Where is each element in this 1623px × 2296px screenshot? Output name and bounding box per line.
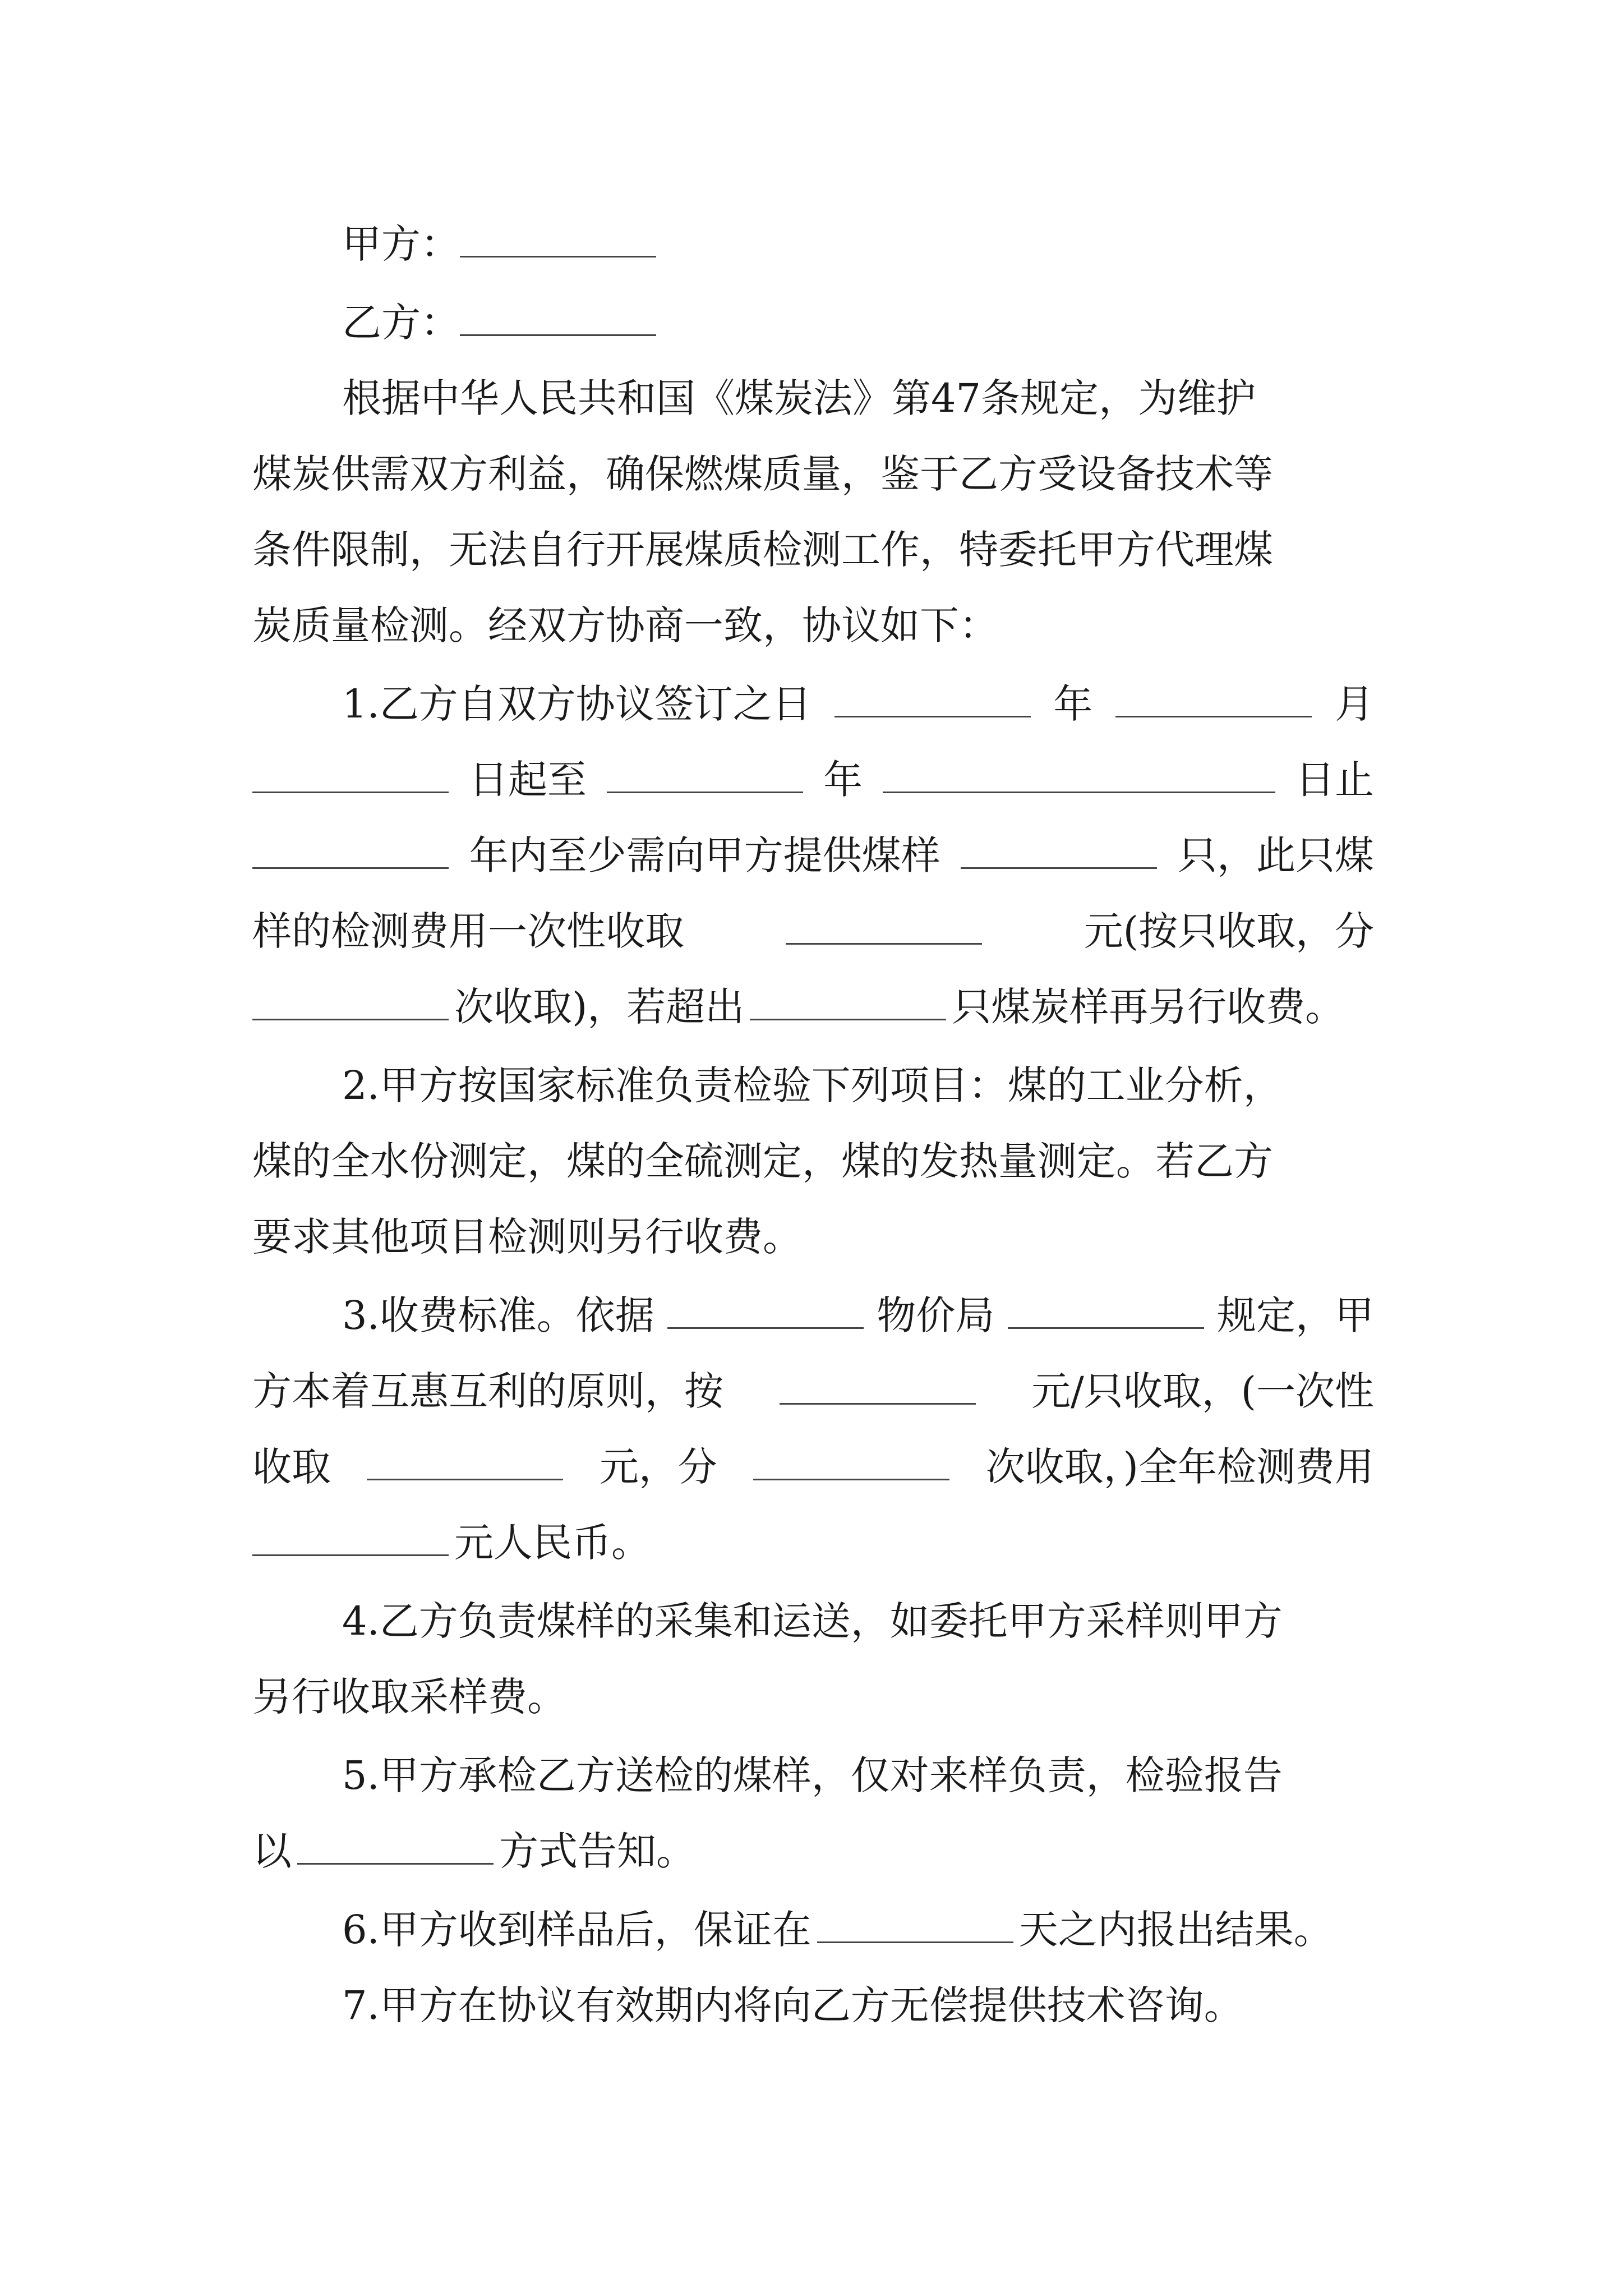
clause-5-text-a: 以 [252, 1828, 292, 1874]
clause-7-line-1 [342, 1969, 1374, 2042]
clause-1-text-c: 月 [1334, 681, 1374, 727]
clause-2-text-2: 煤的全水份测定，煤的全硫测定，煤的发热量测定。若乙方 [252, 1138, 1273, 1184]
clause-1-text-j: 元(按只收取，分 [1083, 908, 1374, 954]
party-b-label: 乙方： [342, 300, 460, 346]
installment-times-blank[interactable] [753, 1476, 949, 1480]
intro-text-3: 条件限制，无法自行开展煤质检测工作，特委托甲方代理煤 [252, 527, 1273, 573]
regulation-blank[interactable] [1008, 1325, 1204, 1329]
clause-2-text-3: 要求其他项目检测则另行收费。 [252, 1214, 802, 1260]
installments-blank[interactable] [252, 1016, 449, 1020]
intro-line-3 [252, 513, 1374, 586]
clause-5-text-b: 方式告知。 [499, 1828, 695, 1874]
sign-day-blank[interactable] [252, 789, 449, 793]
clause-1-text-i: 样的检测费用一次性收取 [252, 908, 684, 954]
clause-1-line-2 [252, 743, 1374, 816]
clause-4-line-1 [342, 1585, 1374, 1658]
report-method-blank[interactable] [297, 1861, 494, 1865]
clause-6-text-b: 天之内报出结果。 [1018, 1907, 1333, 1953]
clause-2-text-1: 2.甲方按国家标准负责检验下列项目：煤的工业分析， [342, 1062, 1283, 1108]
intro-text-4: 炭质量检测。经双方协商一致，协议如下： [252, 602, 998, 648]
clause-1-text-k: 次收取)，若超出 [454, 984, 745, 1030]
report-days-blank[interactable] [817, 1939, 1013, 1943]
clause-3-text-d: 方本着互惠互利的原则，按 [252, 1368, 723, 1414]
annual-fee-blank[interactable] [252, 1552, 449, 1556]
clause-5-line-1 [342, 1739, 1374, 1812]
clause-2-line-1 [342, 1049, 1374, 1122]
clause-1-text-g: 年内至少需向甲方提供煤样 [469, 832, 940, 878]
clause-3-text-f: 收取 [252, 1444, 331, 1490]
clause-5-line-2 [252, 1815, 1374, 1888]
clause-3-text-b: 物价局 [877, 1292, 995, 1338]
intro-line-4 [252, 589, 1374, 662]
clause-4-text-2: 另行收取采样费。 [252, 1674, 566, 1720]
clause-1-text-b: 年 [1053, 681, 1093, 727]
party-a-label: 甲方： [342, 221, 460, 267]
party-b-blank[interactable] [460, 332, 656, 336]
clause-1-line-1 [342, 668, 1374, 740]
clause-4-line-2 [252, 1660, 1374, 1733]
clause-3-text-e: 元/只收取，(一次性 [1031, 1368, 1374, 1414]
clause-3-text-c: 规定，甲 [1216, 1292, 1374, 1338]
clause-3-text-g: 元，分 [599, 1444, 717, 1490]
clause-3-line-1 [342, 1279, 1374, 1352]
clause-1-text-l: 只煤炭样再另行收费。 [952, 984, 1345, 1030]
end-year-blank[interactable] [607, 789, 803, 793]
clause-1-text-a: 1.乙方自双方协议签订之日 [342, 681, 811, 727]
intro-text-1: 根据中华人民共和国《煤炭法》第47条规定，为维护 [342, 375, 1256, 421]
clause-1-text-d: 日起至 [469, 757, 587, 803]
party-b-line [342, 286, 1374, 359]
sign-month-blank[interactable] [1115, 714, 1312, 717]
clause-6-line-1 [342, 1893, 1374, 1966]
clause-7-text-1: 7.甲方在协议有效期内将向乙方无偿提供技术咨询。 [342, 1982, 1243, 2028]
clause-6-text-a: 6.甲方收到样品后，保证在 [342, 1907, 811, 1953]
sign-year-blank[interactable] [834, 714, 1031, 717]
clause-3-text-i: 元人民币。 [454, 1520, 651, 1566]
exceed-count-blank[interactable] [750, 1016, 946, 1020]
lump-sum-fee-blank[interactable] [786, 941, 982, 945]
unit-price-blank[interactable] [780, 1401, 976, 1405]
intro-line-2 [252, 438, 1374, 510]
clause-1-line-3 [252, 819, 1374, 892]
sample-count-blank[interactable] [961, 865, 1157, 869]
party-a-line [342, 208, 1374, 280]
clause-3-text-a: 3.收费标准。依据 [342, 1292, 654, 1338]
end-date-blank[interactable] [883, 789, 1275, 793]
clause-1-line-5 [252, 970, 1374, 1043]
clause-3-line-3 [252, 1430, 1374, 1503]
intro-text-2: 煤炭供需双方利益，确保燃煤质量，鉴于乙方受设备技术等 [252, 451, 1273, 497]
party-a-blank[interactable] [460, 254, 656, 257]
period-years-blank[interactable] [252, 865, 449, 869]
price-bureau-blank[interactable] [667, 1325, 864, 1329]
clause-3-text-h: 次收取，)全年检测费用 [985, 1444, 1374, 1490]
clause-1-line-4 [252, 895, 1374, 968]
clause-3-line-2 [252, 1355, 1374, 1428]
one-time-amount-blank[interactable] [367, 1476, 563, 1480]
clause-1-text-e: 年 [823, 757, 863, 803]
clause-2-line-3 [252, 1200, 1374, 1273]
clause-1-text-h: 只，此只煤 [1177, 832, 1374, 878]
clause-3-line-4 [252, 1506, 1374, 1579]
clause-1-text-f: 日止 [1295, 757, 1374, 803]
clause-2-line-2 [252, 1125, 1374, 1198]
clause-5-text-1: 5.甲方承检乙方送检的煤样，仅对来样负责，检验报告 [342, 1752, 1283, 1798]
intro-line-1 [342, 362, 1374, 435]
clause-4-text-1: 4.乙方负责煤样的采集和运送，如委托甲方采样则甲方 [342, 1598, 1283, 1644]
